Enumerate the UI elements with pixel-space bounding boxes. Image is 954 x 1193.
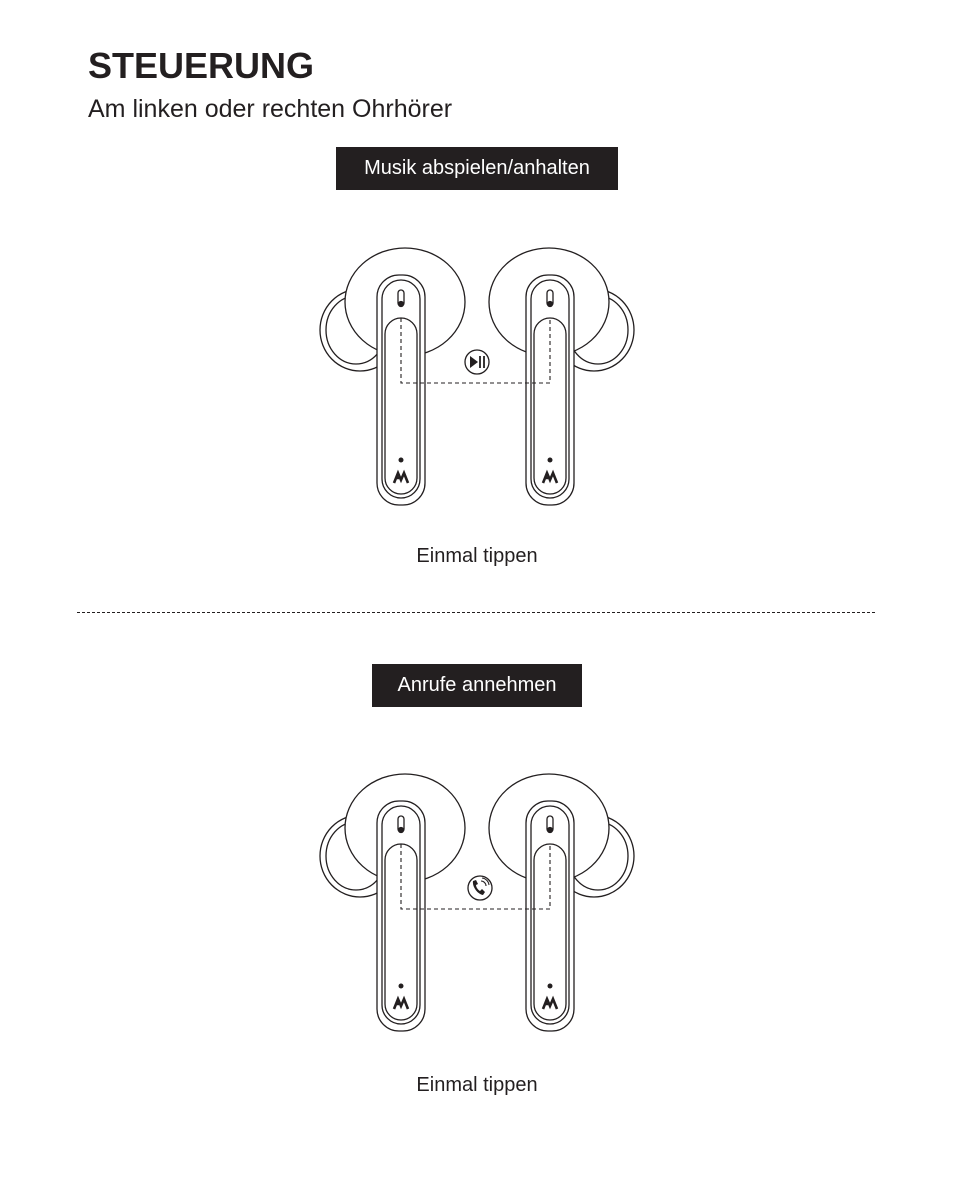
caption-single-tap-1: Einmal tippen	[416, 545, 538, 567]
right-earbud-illustration	[489, 248, 634, 505]
caption-single-tap-2: Einmal tippen	[416, 1074, 538, 1096]
page-subtitle: Am linken oder rechten Ohrhörer	[88, 95, 453, 123]
earbuds-diagram-answer-call	[310, 768, 644, 1032]
play-pause-icon	[465, 350, 489, 374]
right-earbud-illustration	[489, 774, 634, 1031]
page-title: STEUERUNG	[88, 45, 315, 86]
section-divider	[77, 612, 875, 613]
section-label-play-pause: Musik abspielen/anhalten	[336, 147, 618, 190]
left-earbud-illustration	[320, 248, 465, 505]
earbuds-diagram-play-pause	[310, 242, 644, 506]
phone-call-icon	[468, 876, 492, 900]
left-earbud-illustration	[320, 774, 465, 1031]
section-label-answer-call: Anrufe annehmen	[372, 664, 582, 707]
